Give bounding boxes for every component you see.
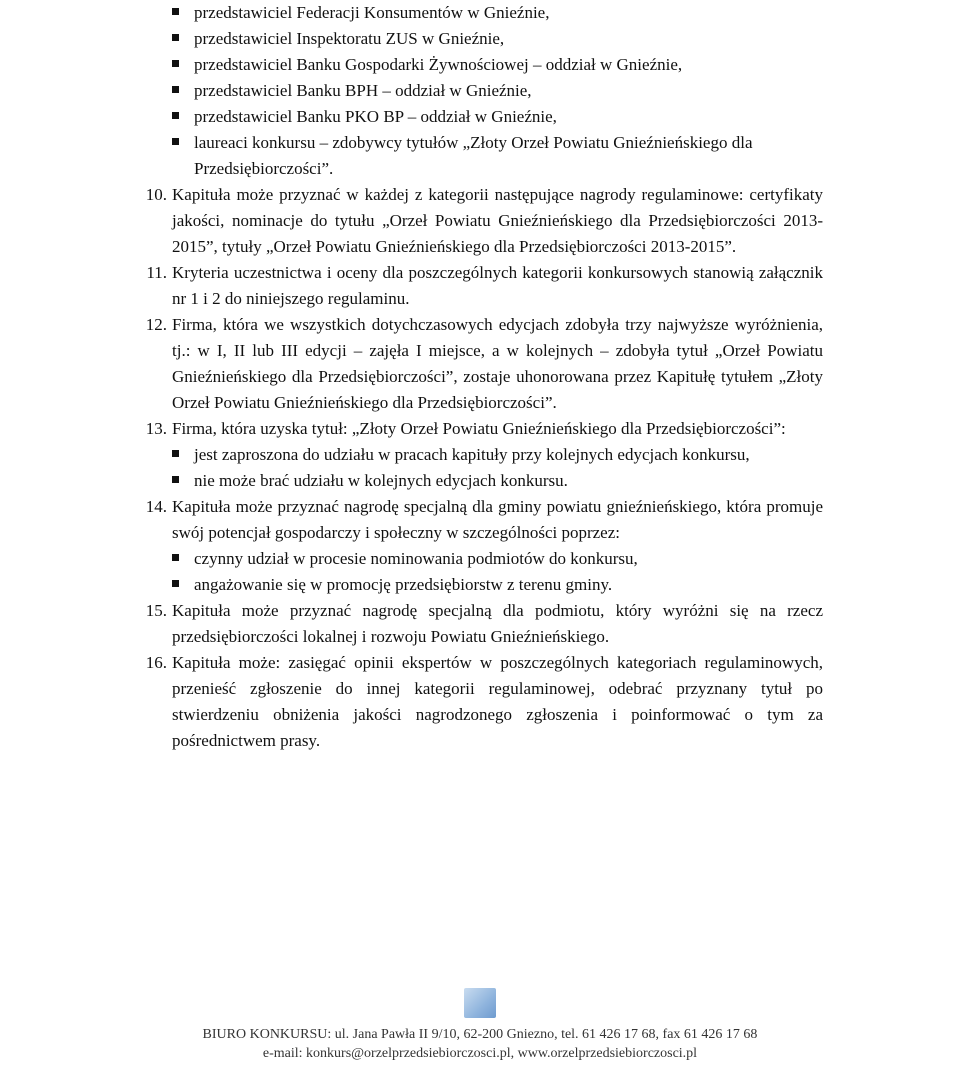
item-text: Kryteria uczestnictwa i oceny dla poszczególnych kategorii konkursowych stanowią załącznik nr 1 i 2 do niniejszego regulaminu.	[172, 263, 823, 308]
item-number: 14.	[145, 497, 167, 516]
document-body	[145, 0, 823, 754]
sub-list	[172, 442, 823, 494]
square-bullet-icon	[172, 86, 179, 93]
square-bullet-icon	[172, 580, 179, 587]
square-bullet-icon	[172, 450, 179, 457]
list-item: przedstawiciel Banku BPH – oddział w Gnieźnie,	[172, 78, 823, 104]
square-bullet-icon	[172, 138, 179, 145]
regulation-item-13	[145, 416, 823, 494]
list-item: angażowanie się w promocję przedsiębiorstw z terenu gminy.	[172, 572, 823, 598]
item-number: 11.	[146, 263, 167, 282]
regulation-item-15	[145, 598, 823, 650]
regulation-item-14	[145, 494, 823, 598]
regulation-item-11	[146, 260, 823, 312]
item-number: 12.	[145, 315, 167, 334]
square-bullet-icon	[172, 60, 179, 67]
regulation-item-12	[145, 312, 823, 416]
regulation-item-16	[145, 650, 823, 754]
regulations-numbered-list	[145, 182, 823, 754]
square-bullet-icon	[172, 112, 179, 119]
item-text: Kapituła może: zasięgać opinii ekspertów w poszczególnych kategoriach regulaminowych, przenieść zgłoszenie do innej kategorii regulaminowej, odebrać przyznany tytuł po stwierdzeniu obniżenia jakości nagrodzonego zgłoszenia i poinformować o tym za pośrednictwem prasy.	[172, 653, 823, 750]
list-item: przedstawiciel Federacji Konsumentów w Gnieźnie,	[172, 0, 823, 26]
item-text: Kapituła może przyznać nagrodę specjalną dla podmiotu, który wyróżni się na rzecz przedsiębiorczości lokalnej i rozwoju Powiatu Gnieźnieńskiego.	[172, 601, 823, 646]
list-item: czynny udział w procesie nominowania podmiotów do konkursu,	[172, 546, 823, 572]
item-text: Firma, która uzyska tytuł: „Złoty Orzeł Powiatu Gnieźnieńskiego dla Przedsiębiorczości”:	[172, 419, 786, 438]
item-number: 13.	[145, 419, 167, 438]
list-item: przedstawiciel Banku Gospodarki Żywnościowej – oddział w Gnieźnie,	[172, 52, 823, 78]
item-number: 16.	[145, 653, 167, 672]
item-number: 10.	[145, 185, 167, 204]
regulation-item-10	[145, 182, 823, 260]
footer-contact-address: BIURO KONKURSU: ul. Jana Pawła II 9/10, 62-200 Gniezno, tel. 61 426 17 68, fax 61 426 17 68	[202, 1027, 758, 1042]
item-number: 15.	[145, 601, 167, 620]
list-item: nie może brać udziału w kolejnych edycjach konkursu.	[172, 468, 823, 494]
list-item: przedstawiciel Inspektoratu ZUS w Gnieźnie,	[172, 26, 823, 52]
square-bullet-icon	[172, 554, 179, 561]
footer-contact-web: e-mail: konkurs@orzelprzedsiebiorczosci.pl, www.orzelprzedsiebiorczosci.pl	[262, 1046, 698, 1061]
list-item: przedstawiciel Banku PKO BP – oddział w Gnieźnie,	[172, 104, 823, 130]
chapter-members-list	[172, 0, 823, 182]
contest-logo-icon	[464, 988, 496, 1018]
item-text: Kapituła może przyznać nagrodę specjalną dla gminy powiatu gnieźnieńskiego, która promuje swój potencjał gospodarczy i społeczny w szczególności poprzez:	[172, 497, 823, 542]
item-text: Firma, która we wszystkich dotychczasowych edycjach zdobyła trzy najwyższe wyróżnienia, tj.: w I, II lub III edycji – zajęła I miejsce, a w kolejnych – zdobyła tytuł „Orzeł Powiatu Gnieźnieńskiego dla Przedsiębiorczości”, zostaje uhonorowana przez Kapitułę tytułem „Złoty Orzeł Powiatu Gnieźnieńskiego dla Przedsiębiorczości”.	[172, 315, 823, 412]
square-bullet-icon	[172, 476, 179, 483]
sub-list	[172, 546, 823, 598]
list-item: laureaci konkursu – zdobywcy tytułów „Złoty Orzeł Powiatu Gnieźnieńskiego dla Przedsiębiorczości”.	[172, 130, 823, 182]
square-bullet-icon	[172, 8, 179, 15]
square-bullet-icon	[172, 34, 179, 41]
item-text: Kapituła może przyznać w każdej z kategorii następujące nagrody regulaminowe: certyfikaty jakości, nominacje do tytułu „Orzeł Powiatu Gnieźnieńskiego dla Przedsiębiorczości 2013-2015”, tytuły „Orzeł Powiatu Gnieźnieńskiego dla Przedsiębiorczości 2013-2015”.	[172, 185, 823, 256]
list-item: jest zaproszona do udziału w pracach kapituły przy kolejnych edycjach konkursu,	[172, 442, 823, 468]
